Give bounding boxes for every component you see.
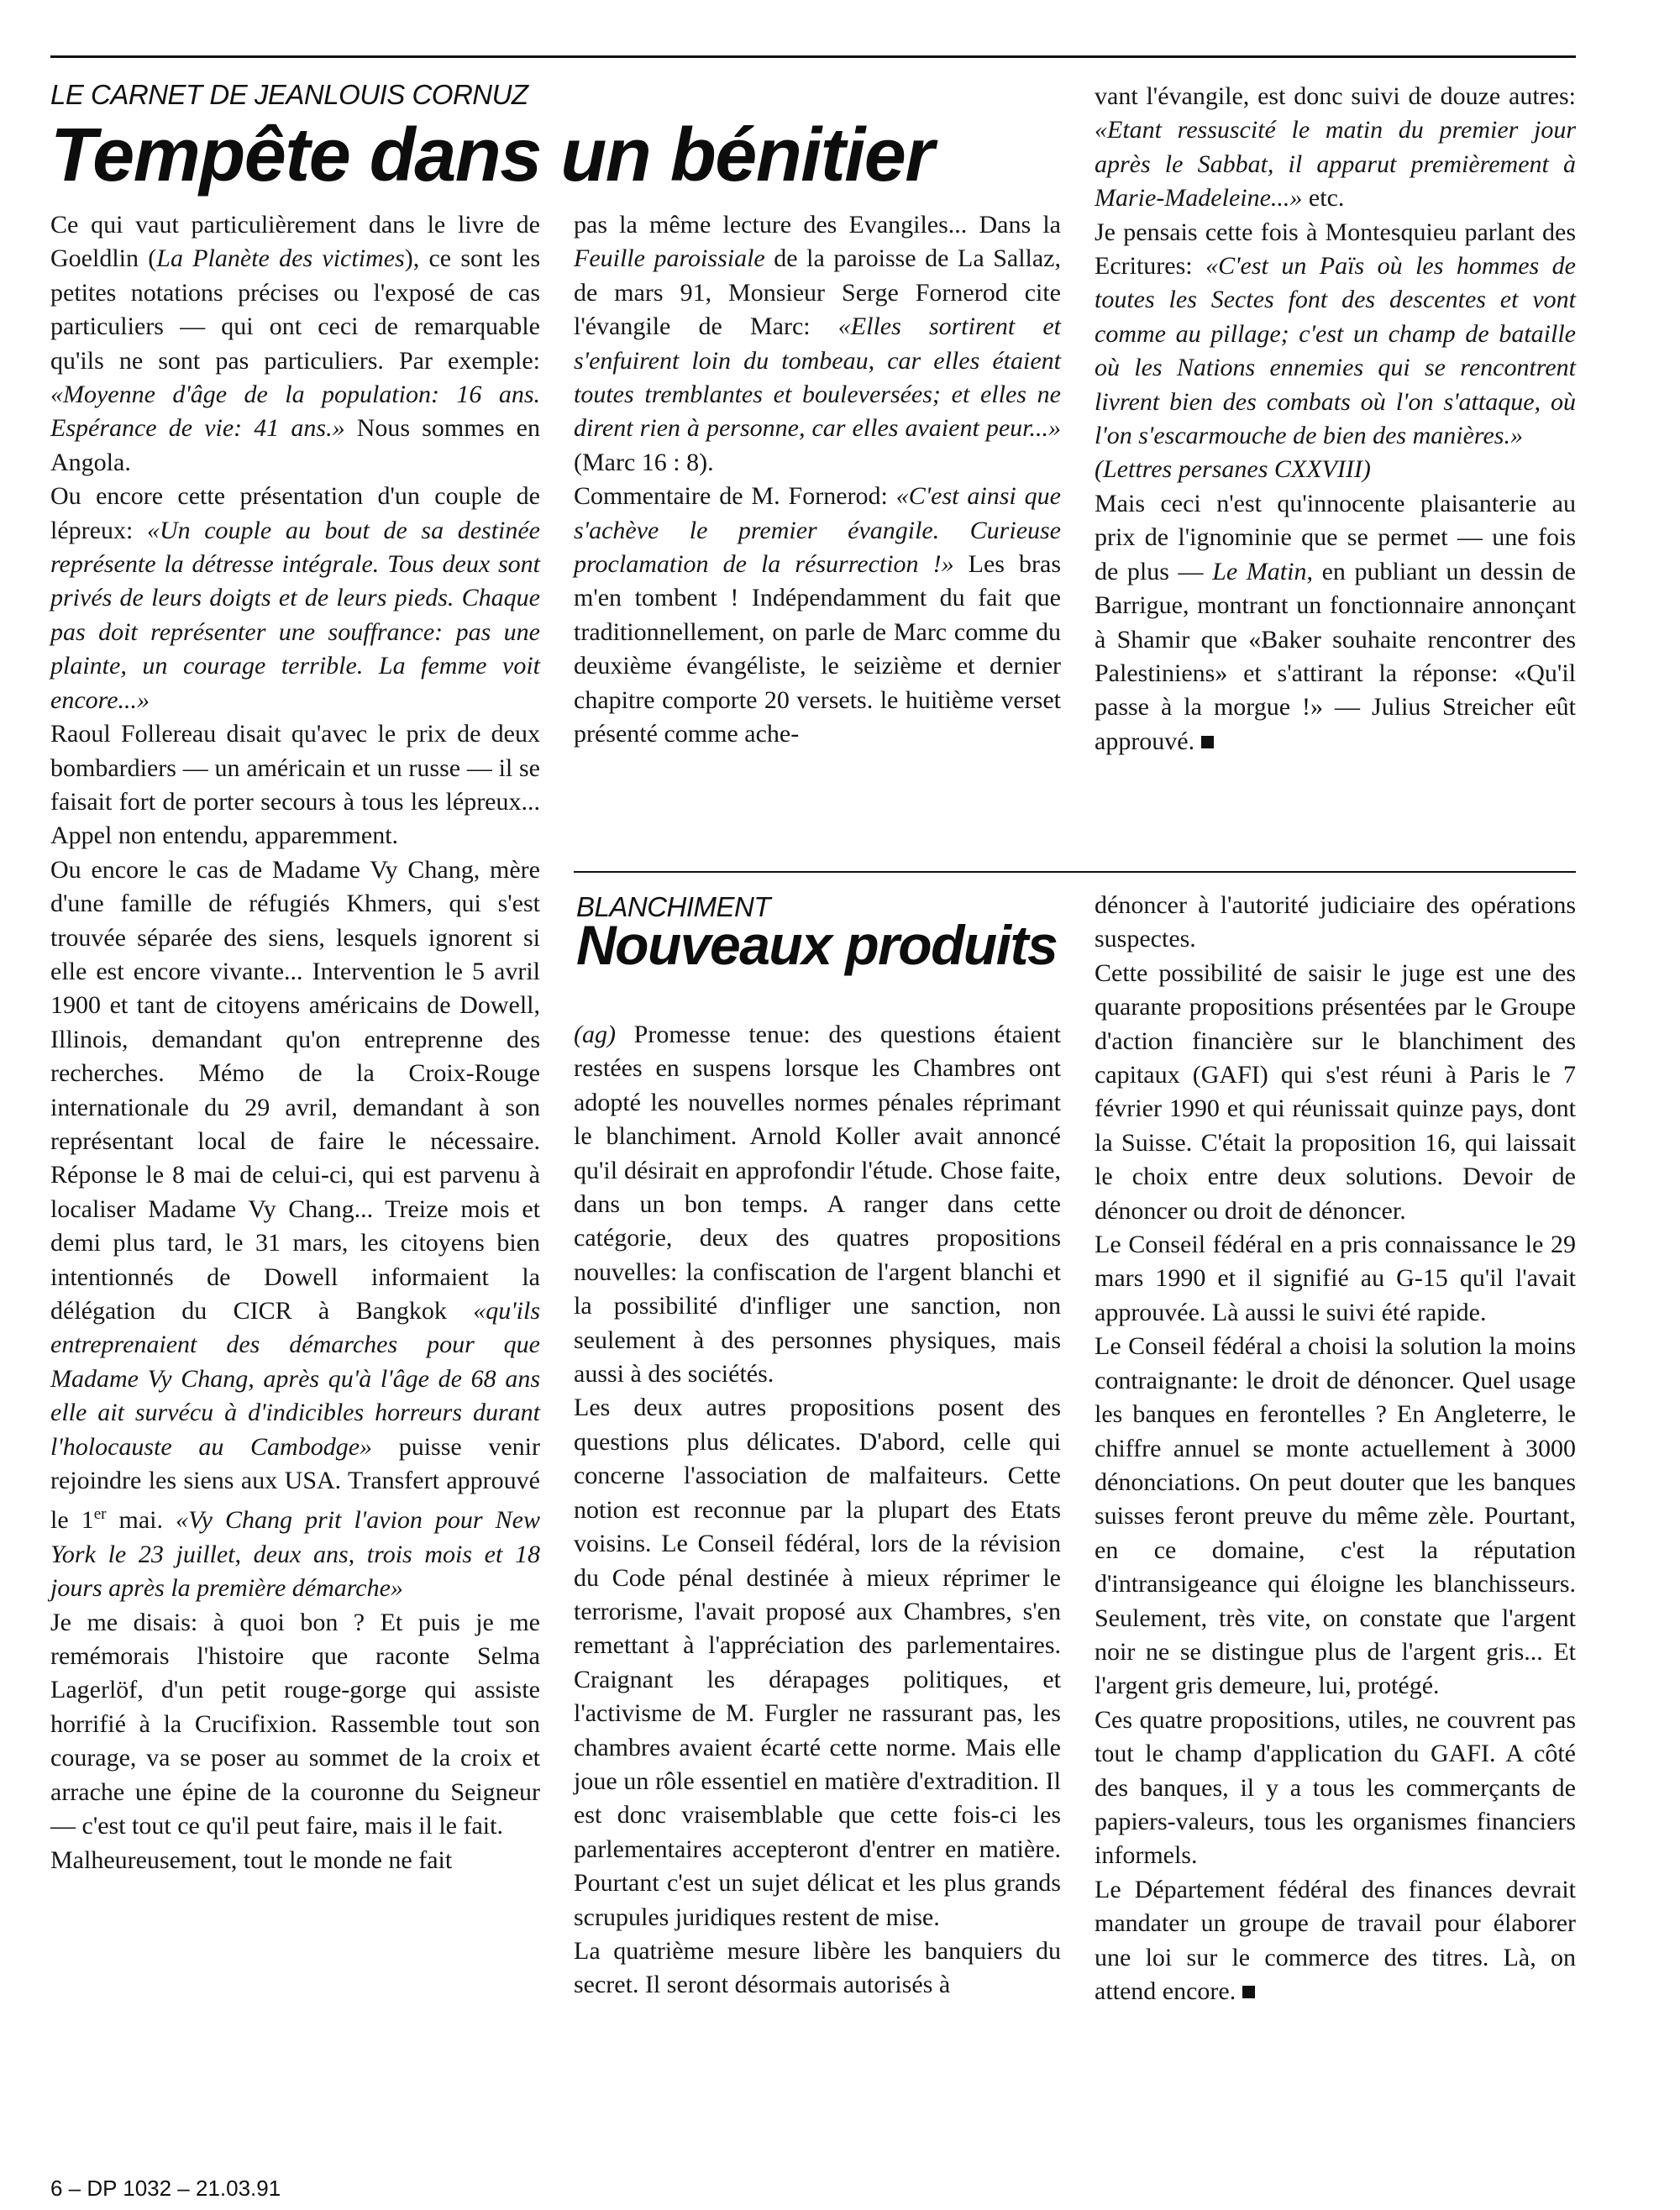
text-run: pas la même lecture des Evangiles... Dans la (574, 211, 1061, 239)
paragraph: Le Conseil fédéral a choisi la solution la moins contraignante: le droit de dénoncer. Quel usage les banques en ferontelles ? En Angleterre, le chiffre annuel se monte actuellement à 3000 dénonciations. On peut douter que les banques suisses feront preuve du même zèle. Pourtant, en ce domaine, c'est la réputation d'intransigeance qui éloigne les blanchisseurs. Seulement, très vite, on constate que l'argent noir ne se distingue plus de l'argent gris... Et l'argent gris demeure, lui, protégé. (1095, 1332, 1576, 1700)
paragraph: La quatrième mesure libère les banquiers du secret. Il seront désormais autorisés à (574, 1936, 1061, 1999)
text-run: ), ce sont les petites notations précises ou l'exposé de cas particuliers — qui ont ceci de remarquable qu'ils ne sont pas particuliers. Par exemple: (50, 244, 540, 375)
text-run: de la paroisse de La Sallaz, de mars 91, Monsieur Serge Fornerod cite l'évangile de Marc: (574, 244, 1061, 341)
paragraph (1095, 216, 1576, 487)
text-run: puisse venir rejoindre les siens aux USA. Transfert approuvé le 1 (50, 1432, 541, 1535)
article2-kicker: BLANCHIMENT (576, 891, 771, 922)
paragraph: Cette possibilité de saisir le juge est une des quarante propositions présentées par le Groupe d'action financière sur le blanchiment des capitaux (GAFI) qui s'est réuni à Paris le 7 février 1990 et qui réunissait quinze pays, dont la Suisse. C'était la proposition 16, qui laissait le choix entre deux solutions. Devoir de dénoncer ou droit de dénoncer. (1095, 958, 1576, 1225)
paragraph (50, 208, 540, 480)
text-run: (Marc 16 : 8). (574, 448, 714, 476)
quote: «C'est un Païs où les hommes de toutes les Sectes font des descentes et vont comme au pillage; c'est un champ de bataille où les Nations ennemies qui se rencontrent livrent bien des combats où l'on s'attaque, où l'on s'escarmouche de bien des manières.» (1095, 252, 1576, 450)
text-run: mai. (106, 1506, 176, 1535)
text-run: Promesse tenue: des questions étaient restées en suspens lorsque les Chambres ont adopté les nouvelles normes pénales réprimant le blanchiment. Arnold Koller avait annoncé qu'il désirait en approfondir l'étude. Chose faite, dans un bon temps. A ranger dans cette catégorie, deux des quatres propositions nouvelles: la confiscation de l'argent blanchi et la possibilité d'infliger une sanction, non seulement à des personnes physiques, mais aussi à des sociétés. (574, 1021, 1061, 1388)
paragraph: Raoul Follereau disait qu'avec le prix de deux bombardiers — un américain et un russe — il se faisait fort de porter secours à tous les lépreux... Appel non entendu, apparemment. (50, 720, 540, 850)
article2-column-1 (574, 1018, 1061, 2003)
superscript: er (93, 1505, 107, 1524)
article1-column-1 (50, 208, 540, 1877)
quote: «Un couple au bout de sa destinée représente la détresse intégrale. Tous deux sont privés de leurs doigts et de leurs pieds. Chaque pas doit représenter une souffrance: pas une plainte, un courage terrible. La femme voit encore...» (50, 516, 541, 714)
text-run: , en publiant un dessin de Barrigue, montrant un fonctionnaire annonçant à Shamir que «Baker souhaite rencontrer des Palestiniens» et s'attirant la réponse: «Qu'il passe à la morgue !» — Julius Streicher eût approuvé. (1095, 557, 1577, 755)
paragraph: dénoncer à l'autorité judiciaire des opérations suspectes. (1095, 891, 1576, 953)
author-initials: (ag) (574, 1021, 616, 1048)
paragraph (574, 480, 1061, 751)
text-run: Mais ceci n'est qu'innocente plaisanterie au prix de l'ignominie que se permet — une fois de plus — (1095, 489, 1576, 585)
paragraph (574, 208, 1061, 480)
text-run: Les bras m'en tombent ! Indépendamment du fait que traditionnellement, on parle de Marc comme du deuxième évangéliste, le seizième et dernier chapitre comporte 20 versets. le huitième verset présenté comme ache- (574, 550, 1062, 748)
text-run: Nous sommes en Angola. (50, 414, 540, 476)
citation: (Lettres persanes CXXVIII) (1095, 455, 1371, 484)
paragraph (50, 480, 540, 717)
end-mark-icon (1242, 1986, 1255, 1998)
page-footer: 6 – DP 1032 – 21.03.91 (50, 2176, 281, 2201)
paragraph: Ces quatre propositions, utiles, ne couvrent pas tout le champ d'application du GAFI. A côté des banques, il y a tous les commerçants de papiers-valeurs, tous les organismes financiers informels. (1095, 1705, 1576, 1870)
article1-title: Tempête dans un bénitier (50, 113, 933, 197)
section-rule (574, 871, 1576, 873)
text-run: etc. (1302, 184, 1345, 213)
text-run: Commentaire de M. Fornerod: (574, 482, 896, 511)
article1-column-3 (1095, 80, 1576, 759)
top-rule (50, 55, 1576, 58)
article2-column-2 (1095, 889, 1576, 2008)
text-run: vant l'évangile, est donc suivi de douze autres: (1095, 82, 1576, 110)
quote: «Moyenne d'âge de la population: 16 ans. Espérance de vie: 41 ans.» (50, 381, 540, 443)
paragraph (1095, 487, 1576, 759)
quote: «C'est ainsi que s'achève le premier évangile. Curieuse proclamation de la résurrection !» (574, 482, 1061, 579)
quote: «Etant ressuscité le matin du premier jour après le Sabbat, il apparut premièrement à Marie-Madeleine...» (1095, 116, 1576, 213)
paragraph (1095, 80, 1576, 216)
paragraph (1095, 1873, 1576, 2009)
paragraph: Le Conseil fédéral en a pris connaissance le 29 mars 1990 et il signifié au G-15 qu'il l'avait approuvée. Là aussi le suivi été rapide. (1095, 1231, 1576, 1326)
text-run: Ou encore le cas de Madame Vy Chang, mère d'une famille de réfugiés Khmers, qui s'est trouvée séparée des siens, lesquels ignorent si elle est encore vivante... Intervention le 5 avril 1900 et tant de citoyens américains de Dowell, Illinois, demandant qu'on entreprenne des recherches. Mémo de la Croix-Rouge internationale du 29 avril, demandant à son représentant local de faire le nécessaire. Réponse le 8 mai de celui-ci, qui est parvenu à localiser Madame Vy Chang... Treize mois et demi plus tard, le 31 mars, les citoyens bien intentionnés de Dowell informaient la délégation du CICR à Bangkok (50, 855, 540, 1325)
text-run: Je pensais cette fois à Montesquieu parlant des Ecritures: (1095, 218, 1576, 281)
end-mark-icon (1201, 736, 1214, 748)
newspaper-name: Le Matin (1212, 557, 1307, 585)
paragraph (50, 853, 540, 1606)
paragraph: Malheureusement, tout le monde ne fait (50, 1845, 453, 1874)
quote: «qu'ils entreprenaient des démarches pour que Madame Vy Chang, après qu'à l'âge de 68 ans elle ait survécu à d'indicibles horreurs durant l'holocauste au Cambodge» (50, 1297, 540, 1461)
text-run: Ce qui vaut particulièrement dans le livre de Goeldlin ( (50, 211, 540, 273)
article1-column-2 (574, 208, 1061, 752)
quote: «Elles sortirent et s'enfuirent loin du tombeau, car elles étaient toutes tremblantes et bouleversées; et elles ne dirent rien à personne, car elles avaient peur...» (574, 312, 1061, 443)
quote: «Vy Chang prit l'avion pour New York le 23 juillet, deux ans, trois mois et 18 jours après la première démarche» (50, 1506, 540, 1603)
article1-kicker: LE CARNET DE JEANLOUIS CORNUZ (50, 79, 528, 110)
text-run: Ou encore cette présentation d'un couple de lépreux: (50, 482, 540, 544)
publication-title: Feuille paroissiale (574, 244, 765, 273)
text-run: Le Département fédéral des finances devrait mandater un groupe de travail pour élaborer une loi sur le commerce des titres. Là, on attend encore. (1095, 1875, 1576, 2005)
article2-title: Nouveaux produits (576, 914, 1058, 976)
paragraph: Les deux autres propositions posent des questions plus délicates. D'abord, celle qui concerne l'association de malfaiteurs. Cette notion est reconnue par la plupart des Etats voisins. Le Conseil fédéral, lors de la révision du Code pénal destinée à mieux réprimer le terrorisme, l'avait proposé aux Chambres, s'en remettant à l'appréciation des parlementaires. Craignant les dérapages politiques, et l'activisme de M. Furgler ne rassurant pas, les chambres avaient écarté cette norme. Mais elle joue un rôle essentiel en matière d'extradition. Il est donc vraisemblable que cette fois-ci les parlementaires accepteront d'entrer en matière. Pourtant c'est un sujet délicat et les plus grands scrupules juridiques restent de mise. (574, 1394, 1061, 1931)
paragraph: Je me disais: à quoi bon ? Et puis je me remémorais l'histoire que raconte Selma Lagerlöf, d'un petit rouge-gorge qui assiste horrifié à la Crucifixion. Rassemble tout son courage, va se poser au sommet de la croix et arrache une épine de la couronne du Seigneur — c'est tout ce qu'il peut faire, mais il le fait. (50, 1608, 540, 1840)
paragraph (574, 1018, 1061, 1391)
book-title: La Planète des victimes (156, 244, 405, 273)
